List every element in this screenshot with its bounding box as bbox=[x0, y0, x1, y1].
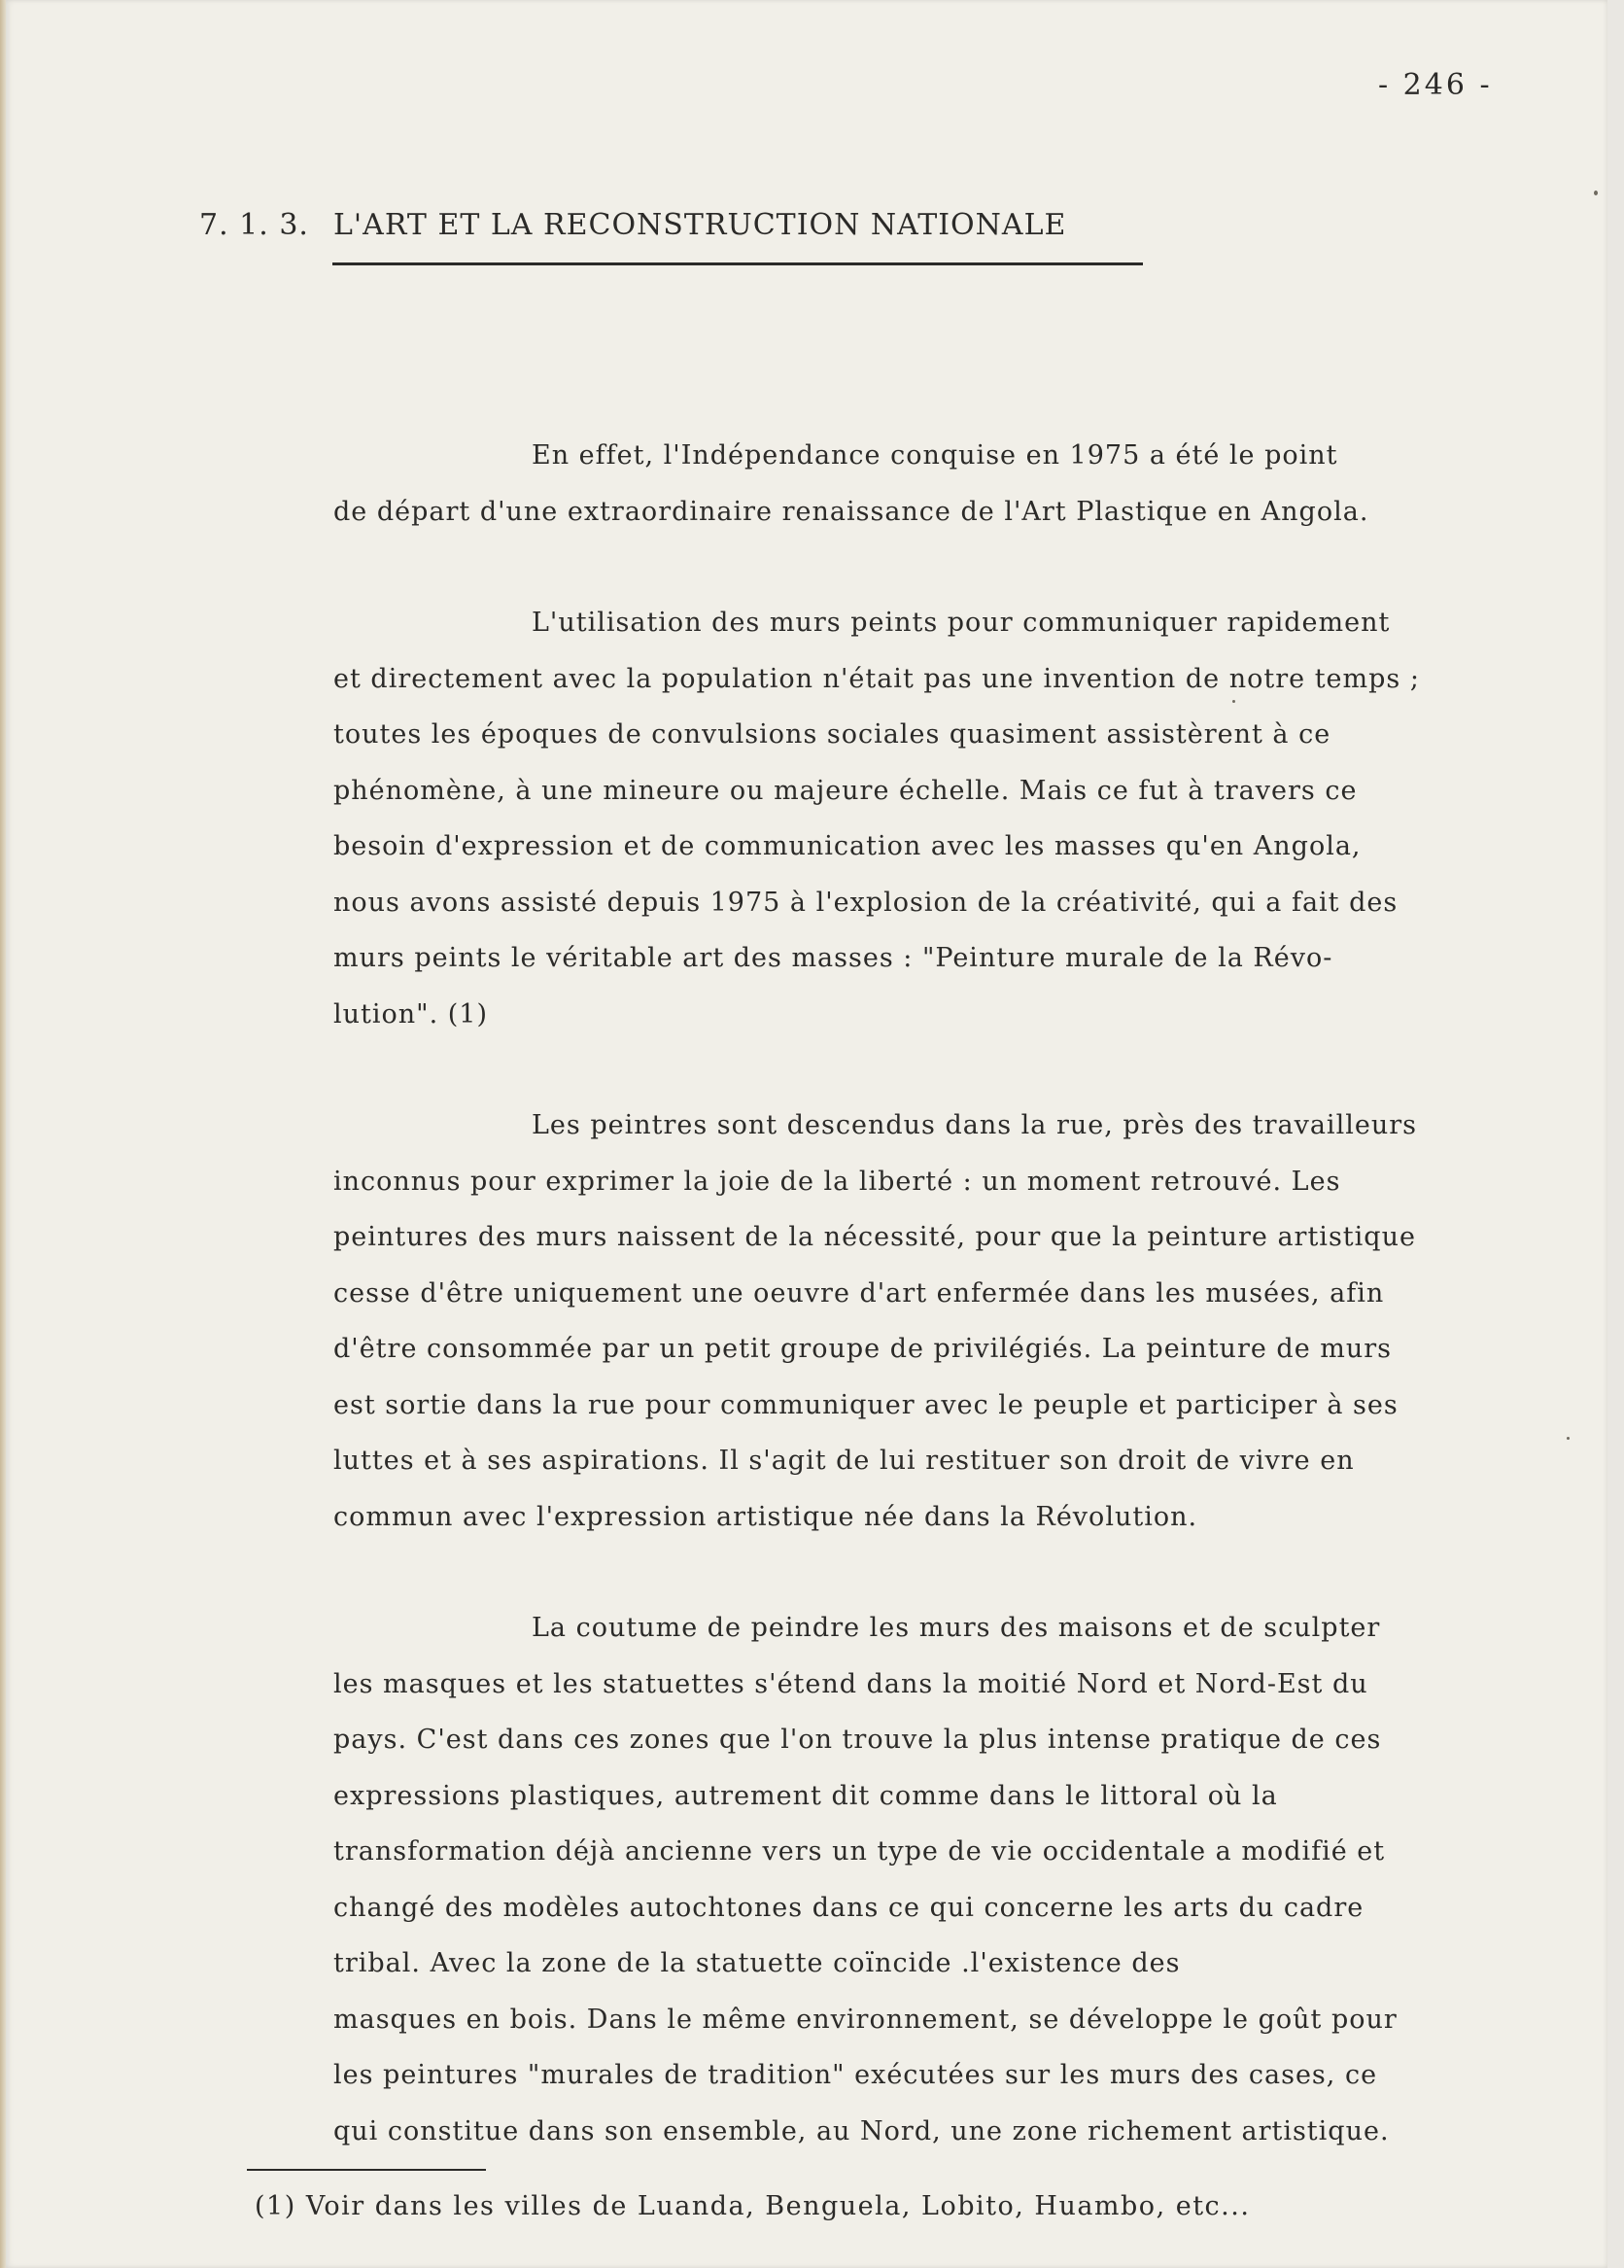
paragraph-line: et directement avec la population n'était pas une invention de notre temps ; bbox=[333, 663, 1420, 694]
footnote-separator bbox=[247, 2169, 486, 2171]
paragraph-line: cesse d'être uniquement une oeuvre d'art enfermée dans les musées, afin bbox=[333, 1277, 1385, 1308]
paragraph-line: pays. C'est dans ces zones que l'on trouve la plus intense pratique de ces bbox=[333, 1725, 1382, 1755]
paragraph-line: En effet, l'Indépendance conquise en 1975 a été le point bbox=[532, 440, 1338, 471]
paragraph-line: peintures des murs naissent de la nécessité, pour que la peinture artistique bbox=[333, 1222, 1416, 1252]
paragraph-line: La coutume de peindre les murs des maisons et de sculpter bbox=[532, 1613, 1381, 1643]
body-text bbox=[333, 428, 1597, 2215]
paragraph-line: luttes et à ses aspirations. Il s'agit de lui restituer son droit de vivre en bbox=[333, 1446, 1355, 1476]
paragraph-line: expressions plastiques, autrement dit comme dans le littoral où la bbox=[333, 1780, 1278, 1811]
paragraph-line: transformation déjà ancienne vers un type de vie occidentale a modifié et bbox=[333, 1836, 1386, 1867]
section-number: 7. 1. 3. bbox=[199, 208, 309, 242]
paragraph-line: est sortie dans la rue pour communiquer avec le peuple et participer à ses bbox=[333, 1389, 1399, 1420]
paragraph-line: Les peintres sont descendus dans la rue, près des travailleurs bbox=[532, 1110, 1417, 1140]
paragraph bbox=[333, 428, 1597, 540]
paragraph-line: phénomène, à une mineure ou majeure échelle. Mais ce fut à travers ce bbox=[333, 775, 1358, 806]
paragraph-line: qui constitue dans son ensemble, au Nord, une zone richement artistique. bbox=[333, 2115, 1390, 2146]
scan-speck bbox=[1567, 1437, 1570, 1440]
scan-speck bbox=[1594, 191, 1598, 195]
paragraph-line: tribal. Avec la zone de la statuette coïncide .l'existence des bbox=[333, 1948, 1181, 1978]
paragraph-line: toutes les époques de convulsions sociales quasiment assistèrent à ce bbox=[333, 719, 1331, 750]
paragraph-line: inconnus pour exprimer la joie de la liberté : un moment retrouvé. Les bbox=[333, 1166, 1341, 1197]
paragraph-line: nous avons assisté depuis 1975 à l'explosion de la créativité, qui a fait des bbox=[333, 887, 1399, 918]
section-title: L'ART ET LA RECONSTRUCTION NATIONALE bbox=[333, 208, 1067, 242]
paragraph-line: commun avec l'expression artistique née dans la Révolution. bbox=[333, 1501, 1198, 1532]
paragraph-line: lution". (1) bbox=[333, 998, 488, 1029]
paragraph bbox=[333, 1600, 1597, 2159]
paragraph bbox=[333, 595, 1597, 1042]
paragraph-line: besoin d'expression et de communication avec les masses qu'en Angola, bbox=[333, 831, 1362, 861]
paragraph-line: changé des modèles autochtones dans ce qui concerne les arts du cadre bbox=[333, 1892, 1365, 1923]
paragraph-line: les peintures "murales de tradition" exécutées sur les murs des cases, ce bbox=[333, 2060, 1378, 2090]
heading-underline bbox=[332, 262, 1143, 265]
paragraph-line: d'être consommée par un petit groupe de privilégiés. La peinture de murs bbox=[333, 1334, 1393, 1364]
paragraph bbox=[333, 1098, 1597, 1545]
paragraph-line: masques en bois. Dans le même environnement, se développe le goût pour bbox=[333, 2004, 1398, 2035]
page-right-edge bbox=[1607, 0, 1624, 2268]
scan-speck bbox=[1232, 700, 1235, 703]
paragraph-line: murs peints le véritable art des masses : "Peinture murale de la Révo- bbox=[333, 943, 1333, 973]
footnote: (1) Voir dans les villes de Luanda, Benguela, Lobito, Huambo, etc... bbox=[255, 2191, 1251, 2221]
page-number: - 246 - bbox=[1378, 68, 1493, 102]
section-heading bbox=[199, 208, 1066, 242]
paragraph-line: de départ d'une extraordinaire renaissance de l'Art Plastique en Angola. bbox=[333, 496, 1369, 527]
paragraph-line: les masques et les statuettes s'étend dans la moitié Nord et Nord-Est du bbox=[333, 1668, 1368, 1699]
paragraph-line: L'utilisation des murs peints pour communiquer rapidement bbox=[532, 608, 1391, 638]
